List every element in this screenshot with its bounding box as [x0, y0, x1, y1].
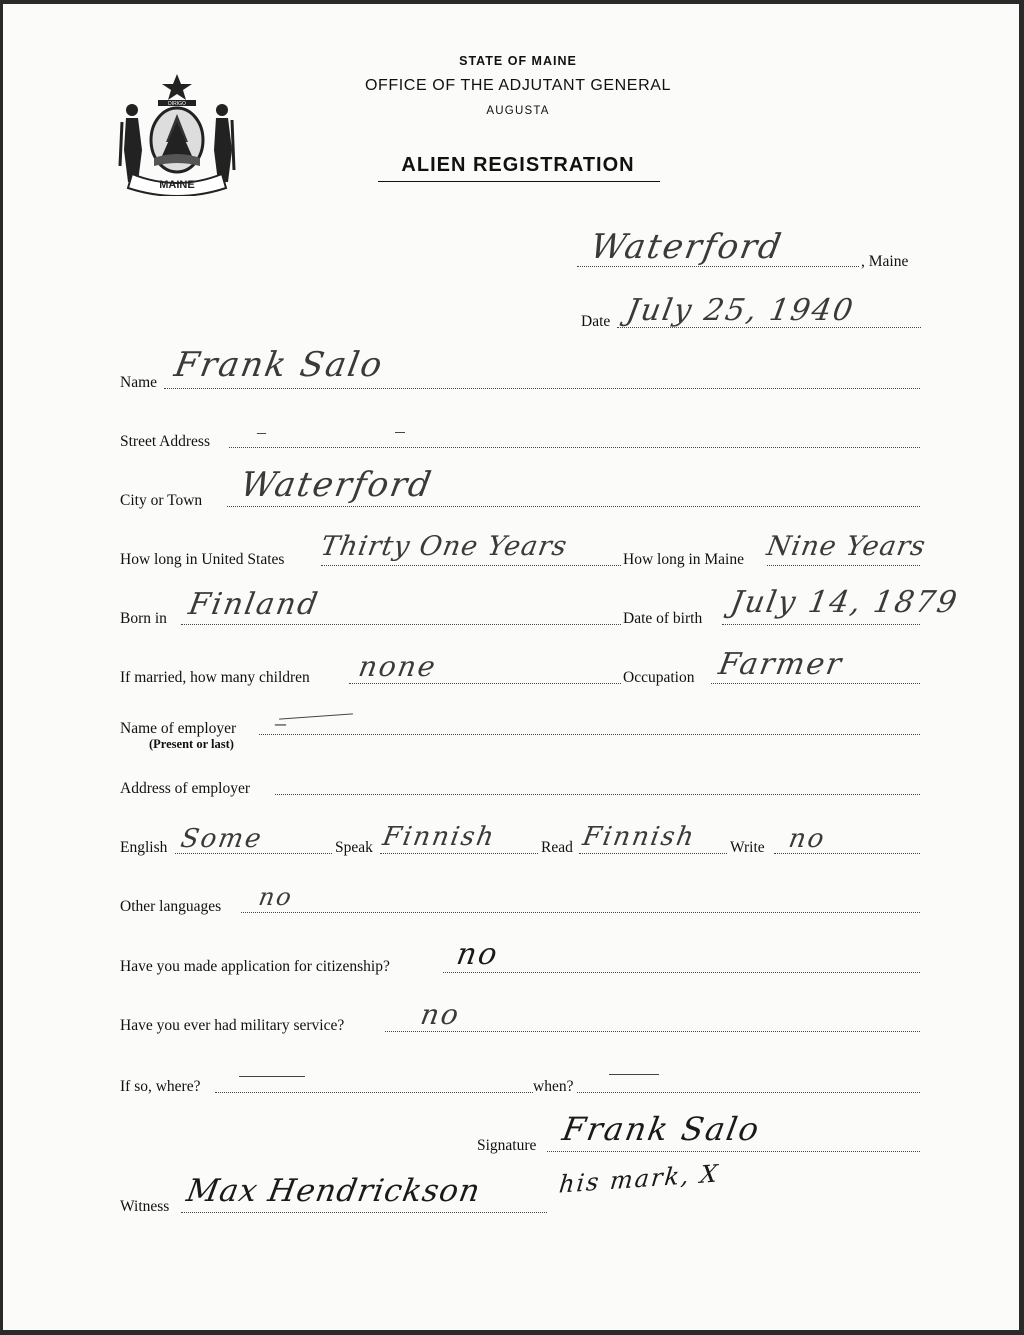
years-us-label: How long in United States [120, 551, 285, 568]
citizenship-line [443, 972, 920, 973]
street-line [229, 447, 920, 448]
name-line [164, 388, 920, 389]
military-line [385, 1031, 920, 1032]
name-value: Frank Salo [171, 345, 387, 385]
years-us-value: Thirty One Years [318, 531, 570, 562]
occupation-value: Farmer [716, 647, 846, 682]
place-suffix: , Maine [861, 253, 909, 270]
military-label: Have you ever had military service? [120, 1017, 345, 1034]
street-mark [395, 432, 405, 433]
where-mark [239, 1076, 305, 1077]
employer-sublabel: (Present or last) [149, 737, 234, 751]
military-value: no [418, 998, 463, 1031]
children-value: none [356, 650, 440, 683]
speak-value: Finnish [380, 822, 498, 852]
occupation-line [711, 683, 920, 684]
speak-label: Speak [335, 839, 373, 856]
read-label: Read [541, 839, 573, 856]
years-us-line [321, 565, 621, 566]
street-label: Street Address [120, 433, 210, 450]
when-line [577, 1092, 920, 1093]
employer-address-line [275, 794, 920, 795]
when-mark [609, 1074, 659, 1075]
street-value: – [257, 422, 266, 442]
witness-label: Witness [120, 1198, 170, 1215]
write-value: no [786, 824, 829, 854]
years-maine-value: Nine Years [764, 531, 929, 562]
birth-date-line [722, 624, 920, 625]
svg-text:DIRIGO: DIRIGO [168, 101, 186, 107]
other-languages-label: Other languages [120, 898, 222, 915]
born-in-value: Finland [186, 587, 322, 622]
title-underline [378, 181, 660, 182]
years-maine-line [767, 565, 920, 566]
date-label: Date [581, 313, 611, 330]
registration-form [3, 4, 1019, 1330]
signature-label: Signature [477, 1137, 537, 1154]
employer-address-label: Address of employer [120, 780, 250, 797]
office-heading: OFFICE OF THE ADJUTANT GENERAL [364, 77, 672, 94]
city-value: Waterford [237, 465, 436, 505]
years-maine-label: How long in Maine [623, 551, 744, 568]
form-title: ALIEN REGISTRATION [401, 154, 635, 176]
other-languages-line [241, 912, 920, 913]
place-value: Waterford [587, 227, 786, 267]
citizenship-value: no [454, 937, 502, 972]
employer-label: Name of employer [120, 720, 237, 737]
employer-line [259, 734, 920, 735]
children-label: If married, how many children [120, 669, 310, 686]
employer-mark [279, 713, 353, 719]
witness-line [181, 1212, 547, 1213]
city-heading: AUGUSTA [486, 105, 550, 117]
date-value: July 25, 1940 [624, 293, 858, 328]
name-label: Name [120, 374, 158, 391]
born-in-label: Born in [120, 610, 167, 627]
read-value: Finnish [580, 822, 698, 852]
other-languages-value: no [256, 883, 296, 911]
birth-date-label: Date of birth [623, 610, 703, 627]
signature-line [547, 1151, 920, 1152]
english-value: Some [178, 824, 266, 854]
witness-value: Max Hendrickson [183, 1173, 484, 1209]
born-in-line [181, 624, 621, 625]
city-line [227, 506, 920, 507]
svg-text:MAINE: MAINE [159, 179, 195, 191]
write-label: Write [730, 839, 765, 856]
where-line [215, 1092, 533, 1093]
signature-value: Frank Salo [559, 1110, 764, 1148]
state-heading: STATE OF MAINE [459, 54, 577, 68]
where-label: If so, where? [120, 1078, 201, 1095]
employer-value: – [275, 710, 286, 735]
city-label: City or Town [120, 492, 203, 509]
birth-date-value: July 14, 1879 [728, 585, 962, 620]
occupation-label: Occupation [623, 669, 695, 686]
witness-mark-note: his mark, X [557, 1159, 721, 1199]
maine-state-seal-icon [118, 70, 236, 196]
when-label: when? [533, 1078, 574, 1095]
english-label: English [120, 839, 168, 856]
citizenship-label: Have you made application for citizenship? [120, 958, 390, 975]
